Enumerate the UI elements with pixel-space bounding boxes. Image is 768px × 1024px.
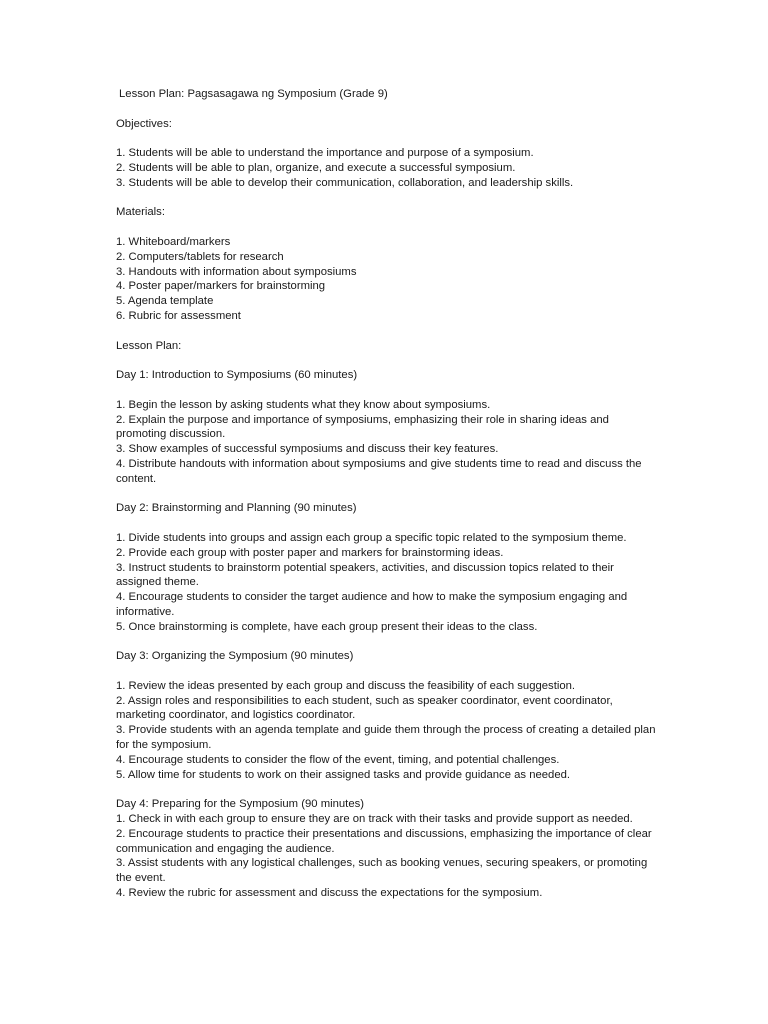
- list-item: 2. Computers/tablets for research: [116, 250, 284, 263]
- list-item: 5. Once brainstorming is complete, have each group present their ideas to the class.: [116, 620, 538, 633]
- document-body: [116, 87, 661, 916]
- list-item: 4. Distribute handouts with information about symposiums and give students time to read and discuss the content.: [116, 457, 642, 485]
- list-item: 3. Show examples of successful symposiums and discuss their key features.: [116, 443, 499, 456]
- list-item: 3. Students will be able to develop their communication, collaboration, and leadership skills.: [116, 176, 574, 189]
- objectives-heading: Objectives:: [116, 117, 172, 130]
- list-item: 1. Whiteboard/markers: [116, 235, 231, 248]
- list-item: 2. Assign roles and responsibilities to each student, such as speaker coordinator, event coordinator, marketing coordinator, and logistics coordinator.: [116, 694, 613, 722]
- materials-heading: Materials:: [116, 206, 165, 219]
- list-item: 4. Review the rubric for assessment and discuss the expectations for the symposium.: [116, 887, 543, 900]
- day-4-list: [116, 812, 661, 901]
- list-item: 3. Assist students with any logistical challenges, such as booking venues, securing speakers, or promoting the event.: [116, 857, 648, 885]
- list-item: 2. Provide each group with poster paper and markers for brainstorming ideas.: [116, 546, 504, 559]
- list-item: 1. Students will be able to understand the importance and purpose of a symposium.: [116, 147, 534, 160]
- day-1-heading: Day 1: Introduction to Symposiums (60 minutes): [116, 369, 358, 382]
- day-2-heading: Day 2: Brainstorming and Planning (90 minutes): [116, 502, 357, 515]
- list-item: 3. Provide students with an agenda template and guide them through the process of creating a detailed plan for the symposium.: [116, 724, 656, 752]
- list-item: 2. Explain the purpose and importance of symposiums, emphasizing their role in sharing ideas and promoting discussion.: [116, 413, 609, 441]
- day-4-heading: Day 4: Preparing for the Symposium (90 minutes): [116, 798, 365, 811]
- list-item: 3. Handouts with information about symposiums: [116, 265, 357, 278]
- objectives-list: [116, 146, 661, 190]
- day-1-list: [116, 398, 661, 487]
- list-item: 4. Poster paper/markers for brainstorming: [116, 280, 326, 293]
- list-item: 5. Allow time for students to work on their assigned tasks and provide guidance as needed.: [116, 768, 571, 781]
- list-item: 4. Encourage students to consider the flow of the event, timing, and potential challenges.: [116, 753, 560, 766]
- list-item: 1. Divide students into groups and assign each group a specific topic related to the symposium theme.: [116, 531, 627, 544]
- list-item: 4. Encourage students to consider the target audience and how to make the symposium engaging and informative.: [116, 591, 628, 618]
- list-item: 6. Rubric for assessment: [116, 309, 241, 322]
- lesson-plan-heading: Lesson Plan:: [116, 339, 182, 352]
- materials-list: [116, 235, 661, 324]
- day-2-list: [116, 531, 661, 635]
- day-3-list: [116, 679, 661, 783]
- list-item: 1. Check in with each group to ensure they are on track with their tasks and provide support as needed.: [116, 813, 633, 826]
- list-item: 3. Instruct students to brainstorm potential speakers, activities, and discussion topics related to their assigned theme.: [116, 561, 614, 589]
- list-item: 1. Review the ideas presented by each group and discuss the feasibility of each suggestion.: [116, 679, 576, 692]
- list-item: 5. Agenda template: [116, 295, 214, 308]
- list-item: 1. Begin the lesson by asking students what they know about symposiums.: [116, 398, 491, 411]
- list-item: 2. Students will be able to plan, organize, and execute a successful symposium.: [116, 161, 516, 174]
- list-item: 2. Encourage students to practice their presentations and discussions, emphasizing the importance of clear communication and engaging the audience.: [116, 827, 652, 855]
- day-3-heading: Day 3: Organizing the Symposium (90 minutes): [116, 650, 354, 663]
- document-title: Lesson Plan: Pagsasagawa ng Symposium (Grade 9): [119, 88, 388, 100]
